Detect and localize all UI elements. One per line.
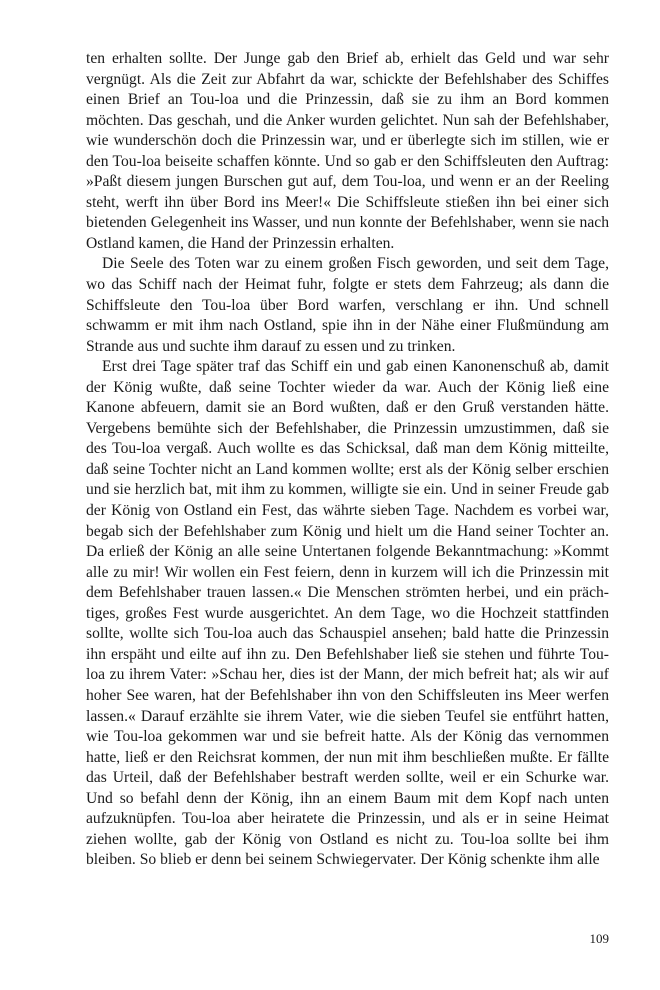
paragraph-1: ten erhalten sollte. Der Junge gab den Brief ab, erhielt das Geld und war sehr vergnügt. Als die Zeit zur Abfahrt da war, schickte der Befehlshaber des Schiffes einen Brief an Tou-loa und die Prinzessin, daß sie zu ihm an Bord kommen möchten. Das geschah, und die Anker wurden gelichtet. Nun sah der Befehlshaber, wie wunderschön doch die Prinzessin war, und er überlegte sich im stillen, wie er den Tou-loa beiseite schaffen könnte. Und so gab er den Schiffsleuten den Auftrag: »Paßt diesem jungen Burschen gut auf, dem Tou-loa, und wenn er an der Reeling steht, werft ihn über Bord ins Meer!« Die Schiffsleute stießen ihn bei einer sich bietenden Gelegenheit ins Wasser, und nun konnte der Befehlshaber, wenn sie nach Ostland kamen, die Hand der Prinzessin erhalten. [86,50,609,252]
page-body [86,49,609,871]
paragraph-3: Erst drei Tage später traf das Schiff ein und gab einen Kanonenschuß ab, damit der König wußte, daß seine Tochter wieder da war. Auch der König ließ eine Kanone abfeuern, damit sie an Bord wußten, daß er den Gruß verstanden hätte. Vergebens bemühte sich der Befehlshaber, die Prinzessin umzustimmen, daß sie des Tou-loa vergaß. Auch wollte es das Schicksal, daß man dem König mitteilte, daß seine Tochter nicht an Land kommen wollte; erst als der König selber erschien und sie herzlich bat, mit ihm zu kommen, willigte sie ein. Und in seiner Freude gab der König von Ostland ein Fest, das währte sieben Tage. Nachdem es vorbei war, begab sich der Befehlshaber zum König und hielt um die Hand seiner Tochter an. Da erließ der König an alle seine Untertanen folgende Bekanntmachung: »Kommt alle zu mir! Wir wollen ein Fest feiern, denn in kurzem will ich die Prinzessin mit dem Befehlshaber trauen lassen.« Die Menschen strömten herbei, und ein prächtiges, großes Fest wurde ausgerichtet. An dem Tage, wo die Hochzeit stattfinden sollte, wollte sich Tou-loa auch das Schauspiel ansehen; bald hatte die Prinzessin ihn erspäht und eilte auf ihn zu. Den Befehlshaber ließ sie stehen und führte Tou-loa zu ihrem Vater: »Schau her, dies ist der Mann, der mich befreit hat; als wir auf hoher See waren, hat der Befehlshaber ihn von den Schiffsleuten ins Meer werfen lassen.« Darauf erzählte sie ihrem Vater, wie die sieben Teufel sie entführt hatten, wie Tou-loa gekommen war und sie befreit hatte. Als der König das vernommen hatte, ließ er den Reichsrat kommen, der nun mit ihm beschließen mußte. Er fällte das Urteil, daß der Befehlshaber bestraft werden sollte, weil er ein Schurke war. Und so befahl denn der König, ihn an einem Baum mit dem Kopf nach unten aufzuknüpfen. Tou-loa aber heiratete die Prinzessin, und als er in seine Heimat ziehen wollte, gab der König von Ostland es nicht zu. Tou-loa sollte bei ihm bleiben. So blieb er denn bei seinem Schwiegervater. Der König schenkte ihm alle [86,358,609,869]
paragraph-2: Die Seele des Toten war zu einem großen Fisch geworden, und seit dem Tage, wo das Schiff nach der Heimat fuhr, folgte er stets dem Fahrzeug; als dann die Schiffsleute den Tou-loa über Bord warfen, verschlang er ihn. Und schnell schwamm er mit ihm nach Ostland, spie ihn in der Nähe einer Flußmündung am Strande aus und suchte ihm darauf zu essen und zu trinken. [86,255,609,355]
page-number: 109 [589,931,609,946]
